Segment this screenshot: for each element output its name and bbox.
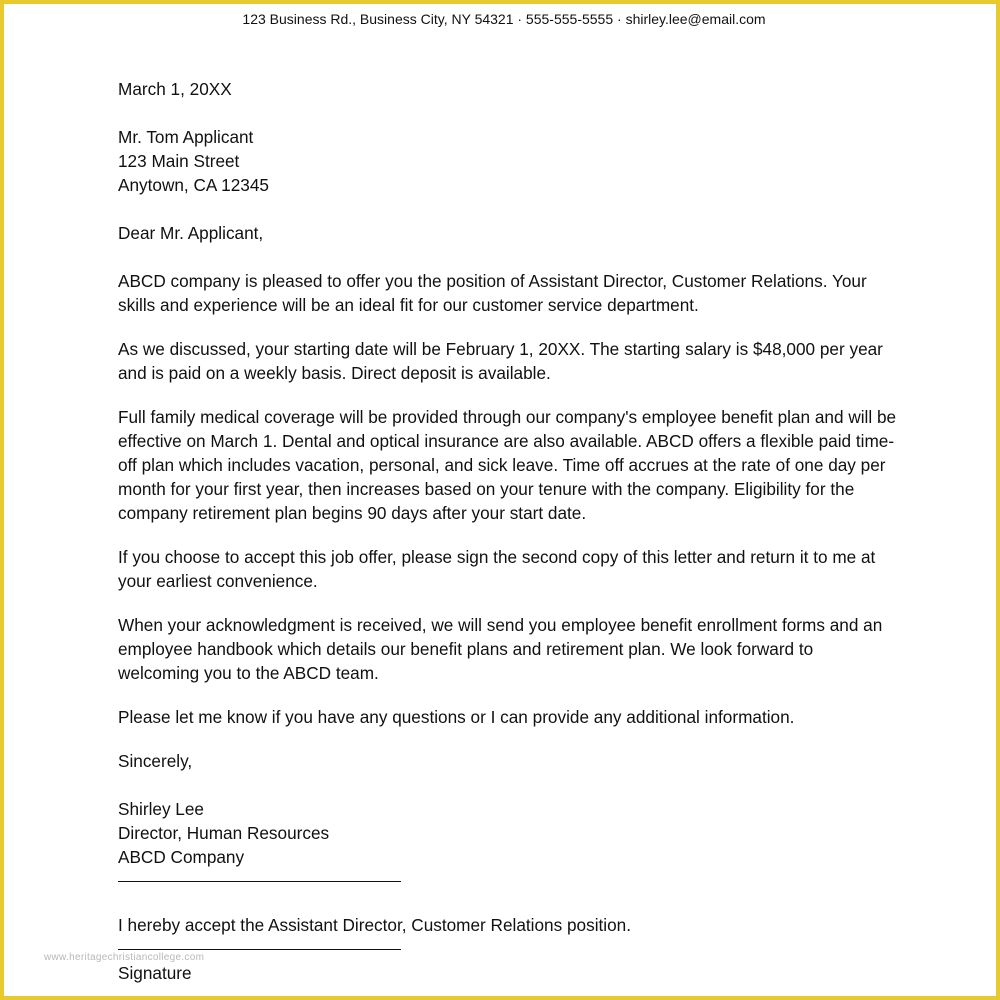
recipient-city: Anytown, CA 12345 [118,175,269,195]
applicant-signature-line-wrap [118,937,898,961]
watermark: www.heritagechristiancollege.com [44,952,205,963]
sender-signature-line[interactable] [118,880,401,882]
paragraph-start-date: As we discussed, your starting date will be February 1, 20XX. The starting salary is $48,000 per year and is paid on a weekly basis. Direct deposit is available. [118,339,883,383]
letter-date: March 1, 20XX [118,79,232,99]
salutation: Dear Mr. Applicant, [118,223,264,243]
sender-name: Shirley Lee [118,799,204,819]
acceptance-statement: I hereby accept the Assistant Director, Customer Relations position. [118,915,632,935]
paragraph-acknowledgment: When your acknowledgment is received, we will send you employee benefit enrollment forms and an employee handbook which details our benefit plans and retirement plan. We look forward to welcoming you to the ABCD team. [118,615,883,683]
letterhead-contact: 123 Business Rd., Business City, NY 54321 · 555-555-5555 · shirley.lee@email.com [242,11,766,27]
paragraph-offer: ABCD company is pleased to offer you the position of Assistant Director, Customer Relations. Your skills and experience will be an ideal fit for our customer service department. [118,271,867,315]
recipient-name: Mr. Tom Applicant [118,127,254,147]
letter-body [118,77,898,985]
paragraph-benefits: Full family medical coverage will be provided through our company's employee benefit plan and will be effective on March 1. Dental and optical insurance are also available. ABCD offers a flexible paid time-off plan which includes vacation, personal, and sick leave. Time off accrues at the rate of one day per month for your first year, then increases based on your tenure with the company. Eligibility for the company retirement plan begins 90 days after your start date. [118,407,897,523]
applicant-signature-line[interactable] [118,948,401,950]
paragraph-accept: If you choose to accept this job offer, please sign the second copy of this letter and return it to me at your earliest convenience. [118,547,876,591]
closing: Sincerely, [118,751,193,771]
recipient-street: 123 Main Street [118,151,240,171]
sender-company: ABCD Company [118,847,245,867]
sender-signature-line-wrap [118,869,898,893]
signature-label: Signature [118,963,192,983]
paragraph-questions: Please let me know if you have any questions or I can provide any additional information. [118,707,795,727]
sender-title: Director, Human Resources [118,823,330,843]
